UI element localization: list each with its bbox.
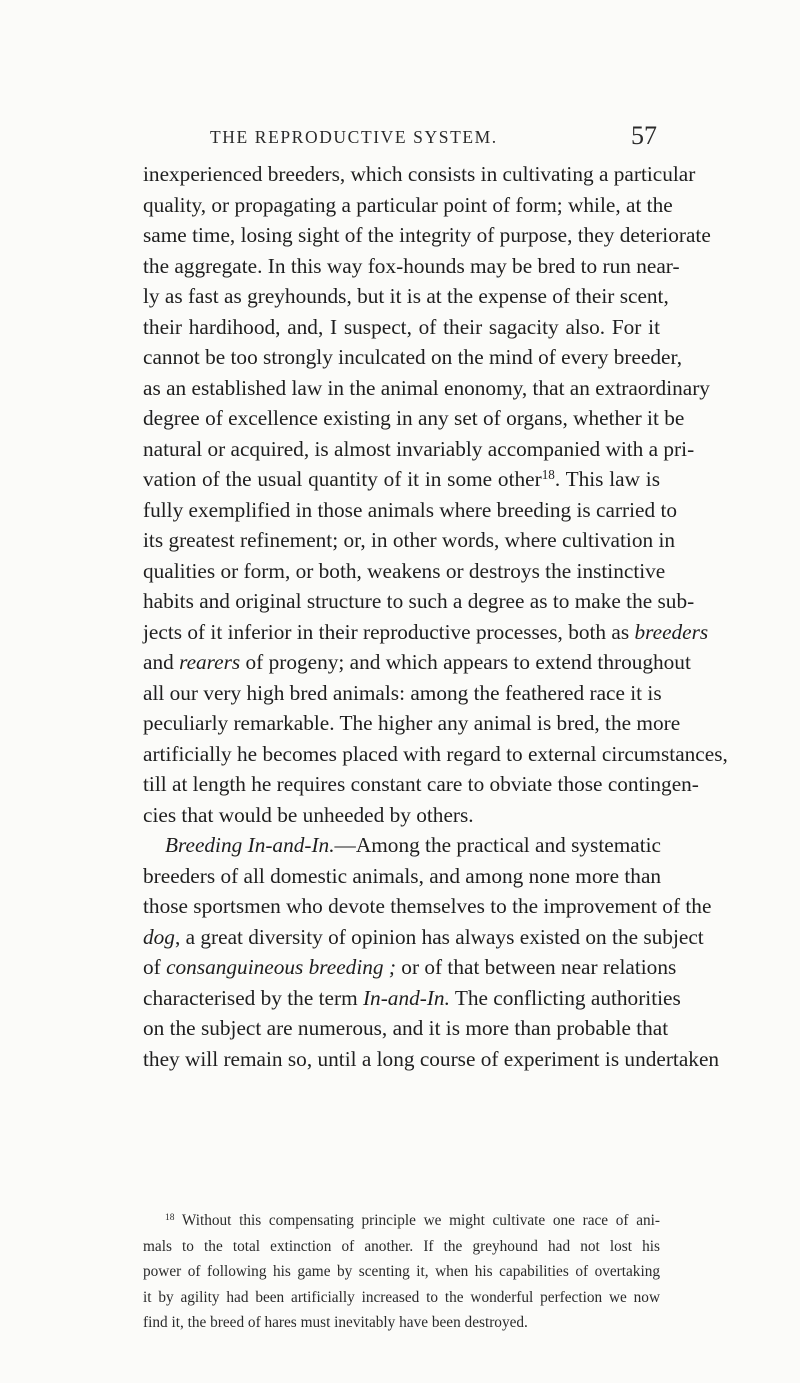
footnote-text: Without this compensating principle we might cultivate one race of ani- [181, 1212, 660, 1229]
footnote-line: mals to the total extinction of another. If the greyhound had not lost his [143, 1237, 660, 1255]
text-line: natural or acquired, is almost invariably accompanied with a pri- [143, 436, 695, 461]
text-line: inexperienced breeders, which consists in cultivating a particular [143, 162, 696, 186]
footnote-line: power of following his game by scenting it, when his capabilities of overtaking [143, 1263, 660, 1281]
text-line [143, 922, 704, 953]
text-line: breeders of all domestic animals, and among none more than [143, 863, 662, 888]
text-line: fully exemplified in those animals where breeding is carried to [143, 497, 678, 522]
text-line: degree of excellence existing in any set of organs, whether it be [143, 406, 685, 430]
text-line: their hardihood, and, I suspect, of their sagacity also. For it [143, 314, 660, 339]
text-line: qualities or form, or both, weakens or destroys the instinctive [143, 558, 666, 583]
emphasis-dog: dog [143, 924, 175, 949]
line-text: The conflicting authorities [454, 985, 681, 1010]
line-text: , a great diversity of opinion has always existed on the subject [174, 924, 704, 949]
text-line [143, 830, 660, 861]
line-text: or of that between near relations [401, 955, 677, 979]
line-text: vation of the usual quantity of it in some other [143, 467, 542, 491]
text-line: those sportsmen who devote themselves to the improvement of the [143, 894, 712, 918]
line-text: jects of it inferior in their reproductive processes, both as [143, 619, 630, 644]
footnote-line: find it, the breed of hares must inevitably have been destroyed. [143, 1314, 528, 1332]
text-line: peculiarly remarkable. The higher any animal is bred, the more [143, 711, 681, 735]
footnote-reference: 18 [541, 466, 555, 482]
text-line: till at length he requires constant care to obviate those contingen- [143, 772, 699, 796]
text-line: they will remain so, until a long course of experiment is undertaken [143, 1046, 720, 1071]
line-text: of [143, 955, 161, 979]
text-line: as an established law in the animal enonomy, that an extraordinary [143, 375, 710, 400]
text-line: all our very high bred animals: among the feathered race it is [143, 680, 662, 705]
line-text: . This law is [554, 467, 660, 491]
text-line: quality, or propagating a particular point of form; while, at the [143, 192, 673, 217]
footnote-marker: 18 [165, 1212, 175, 1223]
text-line [143, 464, 660, 495]
text-line [143, 647, 691, 678]
emphasis-consanguineous: consanguineous breeding ; [166, 955, 396, 979]
line-text: —Among the practical and systematic [334, 833, 661, 857]
line-text: and [143, 650, 174, 674]
text-line: habits and original structure to such a degree as to make the sub- [143, 589, 695, 613]
text-line: same time, losing sight of the integrity of purpose, they deteriorate [143, 223, 711, 247]
emphasis-rearers: rearers [179, 650, 241, 674]
footnote [143, 1208, 660, 1336]
body-text [143, 159, 728, 1074]
running-head: THE REPRODUCTIVE SYSTEM. [210, 127, 498, 147]
text-line: cies that would be unheeded by others. [143, 802, 474, 827]
line-text: characterised by the term [143, 985, 358, 1010]
footnote-line [143, 1208, 660, 1234]
line-text: of progeny; and which appears to extend throughout [245, 650, 691, 674]
emphasis-in-and-in: In-and-In. [362, 985, 450, 1010]
emphasis-breeders: breeders [634, 619, 709, 644]
text-line: on the subject are numerous, and it is more than probable that [143, 1016, 669, 1040]
text-line: artificially he becomes placed with regard to external circumstances, [143, 741, 728, 766]
page-number: 57 [631, 121, 657, 150]
text-line [143, 952, 677, 983]
text-line: its greatest refinement; or, in other words, where cultivation in [143, 528, 676, 552]
text-line [143, 617, 709, 648]
text-line: ly as fast as greyhounds, but it is at the expense of their scent, [143, 284, 669, 308]
text-line [143, 983, 681, 1014]
footnote-line: it by agility had been artificially increased to the wonderful perfection we now [143, 1288, 660, 1306]
section-heading: Breeding In-and-In. [165, 833, 335, 857]
text-line: the aggregate. In this way fox-hounds may be bred to run near- [143, 253, 680, 278]
text-line: cannot be too strongly inculcated on the mind of every breeder, [143, 345, 683, 369]
